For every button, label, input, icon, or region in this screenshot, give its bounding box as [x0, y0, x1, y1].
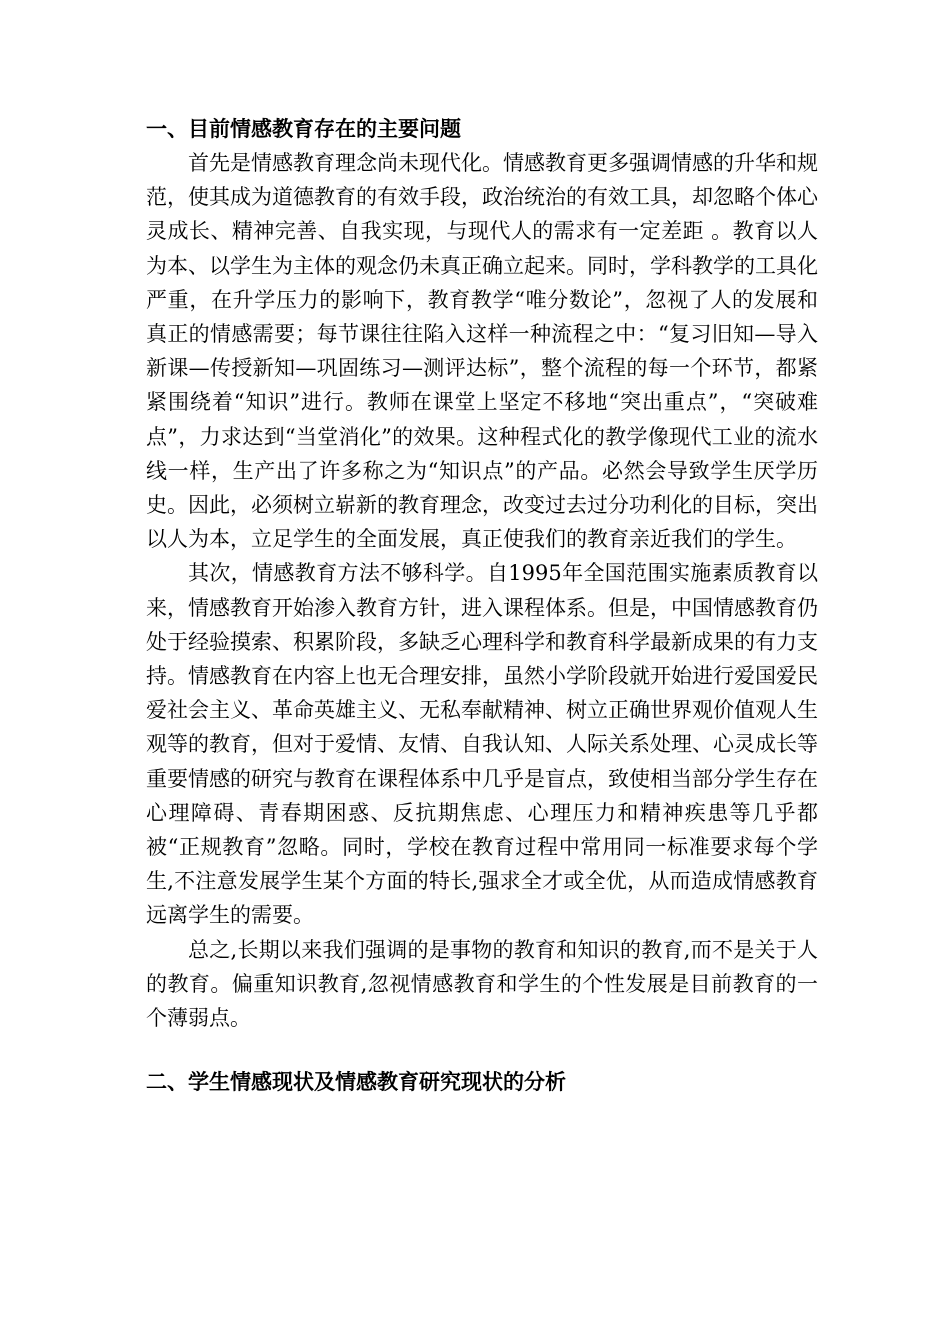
- section-1-paragraph-1: 首先是情感教育理念尚未现代化。情感教育更多强调情感的升华和规范，使其成为道德教育的有效手段，政治统治的有效工具，却忽略个体心灵成长、精神完善、自我实现，与现代人的需求有一定差距 。教育以人为本、以学生为主体的观念仍未真正确立起来。同时，学科教学的工具化严重，在升学压力的影响下，教育教学“唯分数论”，忽视了人的发展和真正的情感需要；每节课往往陷入这样一种流程之中：“复习旧知—导入新课—传授新知—巩固练习—测评达标”，整个流程的每一个环节，都紧紧围绕着“知识”进行。教师在课堂上坚定不移地“突出重点”，“突破难点”，力求达到“当堂消化”的效果。这种程式化的教学像现代工业的流水线一样，生产出了许多称之为“知识点”的产品。必然会导致学生厌学历史。因此，必须树立崭新的教育理念，改变过去过分功利化的目标，突出以人为本，立足学生的全面发展，真正使我们的教育亲近我们的学生。: [146, 151, 818, 552]
- section-1-heading: 一、目前情感教育存在的主要问题: [146, 117, 461, 141]
- document-page: [146, 112, 818, 1099]
- section-1-paragraph-2: 其次，情感教育方法不够科学。自1995年全国范围实施素质教育以来，情感教育开始渗入教育方针，进入课程体系。但是，中国情感教育仍处于经验摸索、积累阶段，多缺乏心理科学和教育科学最新成果的有力支持。情感教育在内容上也无合理安排，虽然小学阶段就开始进行爱国爱民爱社会主义、革命英雄主义、无私奉献精神、树立正确世界观价值观人生观等的教育，但对于爱情、友情、自我认知、人际关系处理、心灵成长等重要情感的研究与教育在课程体系中几乎是盲点，致使相当部分学生存在心理障碍、青春期困惑、反抗期焦虑、心理压力和精神疾患等几乎都被“正规教育”忽略。同时，学校在教育过程中常用同一标准要求每个学生,不注意发展学生某个方面的特长,强求全才或全优，从而造成情感教育远离学生的需要。: [146, 561, 818, 928]
- section-2-heading: 二、学生情感现状及情感教育研究现状的分析: [146, 1070, 566, 1095]
- section-1-paragraph-3: 总之,长期以来我们强调的是事物的教育和知识的教育,而不是关于人的教育。偏重知识教育,忽视情感教育和学生的个性发展是目前教育的一个薄弱点。: [146, 937, 818, 1031]
